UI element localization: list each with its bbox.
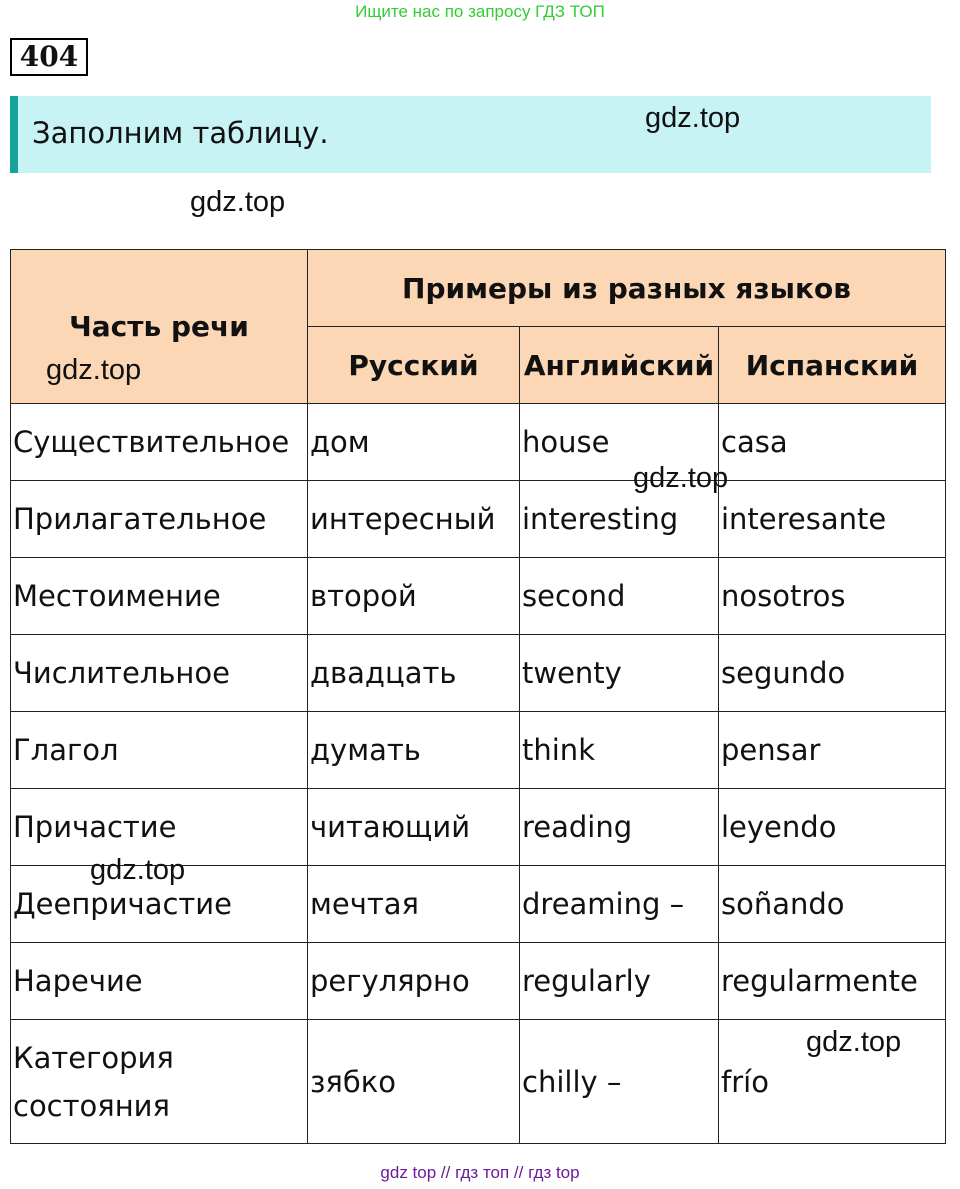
cell-ru: второй [308, 558, 520, 635]
cell-en: reading [520, 789, 719, 866]
watermark: gdz.top [645, 102, 741, 134]
cell-es: soñando [719, 866, 946, 943]
table-row [11, 481, 946, 558]
cell-en: interesting [520, 481, 719, 558]
header-russian: Русский [308, 327, 520, 404]
cell-ru: интересный [308, 481, 520, 558]
table-row [11, 943, 946, 1020]
cell-es: interesante [719, 481, 946, 558]
cell-en: dreaming – [520, 866, 719, 943]
task-number: 404 [10, 38, 88, 76]
table-row [11, 635, 946, 712]
watermark: gdz.top [633, 462, 729, 494]
cell-ru: читающий [308, 789, 520, 866]
cell-ru: мечтая [308, 866, 520, 943]
cell-pos [11, 1020, 308, 1144]
cell-ru: зябко [308, 1020, 520, 1144]
cell-en: think [520, 712, 719, 789]
cell-en: chilly – [520, 1020, 719, 1144]
cell-ru: думать [308, 712, 520, 789]
cell-es: leyendo [719, 789, 946, 866]
cell-es: frío [719, 1020, 946, 1144]
cell-pos: Прилагательное [11, 481, 308, 558]
cell-es: nosotros [719, 558, 946, 635]
watermark: gdz.top [806, 1026, 902, 1058]
cell-pos-line1: Категория [13, 1040, 174, 1075]
table-row [11, 558, 946, 635]
cell-en: house [520, 404, 719, 481]
cell-pos: Глагол [11, 712, 308, 789]
header-english: Английский [520, 327, 719, 404]
cell-es: segundo [719, 635, 946, 712]
parts-of-speech-table [10, 249, 946, 1144]
header-spanish: Испанский [719, 327, 946, 404]
cell-es: regularmente [719, 943, 946, 1020]
cell-ru: двадцать [308, 635, 520, 712]
table-row [11, 404, 946, 481]
cell-pos: Числительное [11, 635, 308, 712]
footer-links[interactable]: gdz top // гдз топ // гдз top [380, 1163, 580, 1182]
table-row [11, 712, 946, 789]
watermark: gdz.top [90, 854, 186, 886]
top-banner[interactable]: Ищите нас по запросу ГДЗ ТОП [355, 2, 605, 21]
cell-es: casa [719, 404, 946, 481]
watermark: gdz.top [190, 186, 286, 218]
cell-pos-line2: состояния [13, 1088, 170, 1123]
cell-pos: Причастие [11, 789, 308, 866]
cell-pos: Деепричастие [11, 866, 308, 943]
cell-pos: Существительное [11, 404, 308, 481]
cell-es: pensar [719, 712, 946, 789]
cell-ru: регулярно [308, 943, 520, 1020]
cell-pos: Местоимение [11, 558, 308, 635]
intro-box [10, 96, 931, 173]
cell-en: second [520, 558, 719, 635]
intro-text: Заполним таблицу. [32, 116, 329, 150]
header-part-of-speech: Часть речи [11, 250, 308, 404]
cell-en: twenty [520, 635, 719, 712]
cell-ru: дом [308, 404, 520, 481]
cell-pos: Наречие [11, 943, 308, 1020]
watermark: gdz.top [46, 354, 142, 386]
table-header-row [11, 250, 946, 327]
cell-en: regularly [520, 943, 719, 1020]
header-examples: Примеры из разных языков [308, 250, 946, 327]
